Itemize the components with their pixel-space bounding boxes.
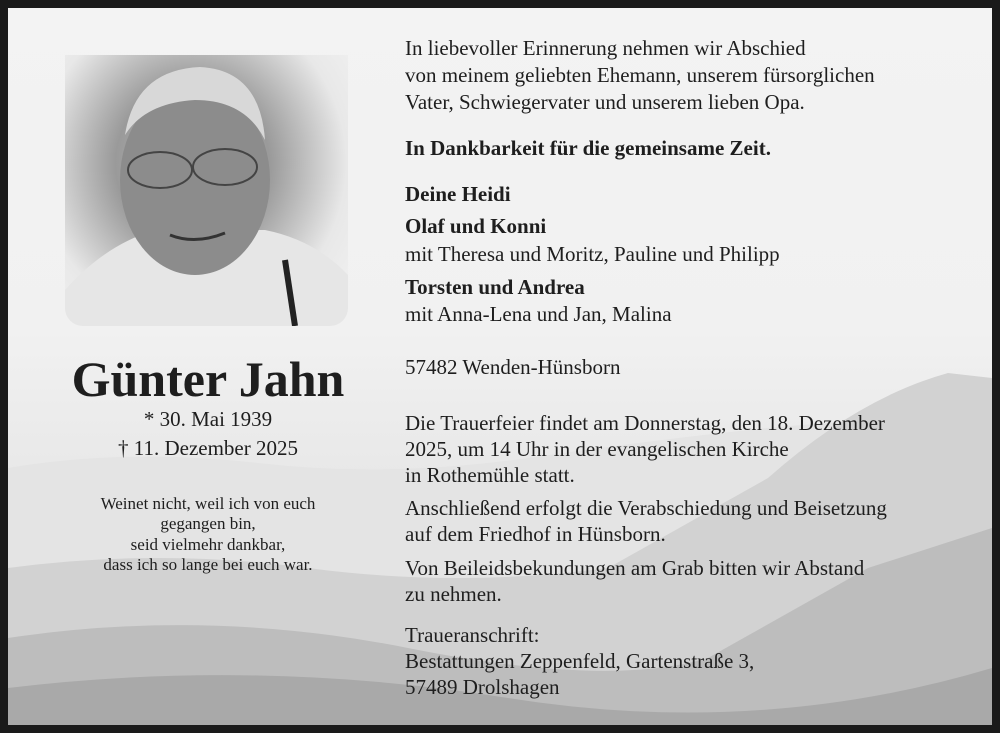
intro-line: Vater, Schwiegervater und unserem lieben Opa. <box>405 90 805 114</box>
obituary-card <box>8 8 992 725</box>
condolences-line: zu nehmen. <box>405 582 502 606</box>
burial-line: auf dem Friedhof in Hünsborn. <box>405 522 666 546</box>
poem-line: dass ich so lange bei euch war. <box>103 555 313 574</box>
poem-line: gegangen bin, <box>160 514 256 533</box>
address-label: Traueranschrift: <box>405 623 540 647</box>
ceremony-line: Die Trauerfeier findet am Donnerstag, den 18. Dezember <box>405 411 885 435</box>
ceremony-line: in Rothemühle statt. <box>405 463 575 487</box>
family-son2: Torsten und Andrea <box>405 275 585 299</box>
address-line: Bestattungen Zeppenfeld, Gartenstraße 3, <box>405 649 755 673</box>
family-wife: Deine Heidi <box>405 182 511 206</box>
poem-line: Weinet nicht, weil ich von euch <box>100 494 316 513</box>
place: 57482 Wenden-Hünsborn <box>405 355 621 379</box>
birth-date: * 30. Mai 1939 <box>143 407 273 431</box>
intro-line: von meinem geliebten Ehemann, unserem fürsorglichen <box>405 63 875 87</box>
intro-line: In liebevoller Erinnerung nehmen wir Abschied <box>405 36 806 60</box>
poem-line: seid vielmehr dankbar, <box>130 535 286 554</box>
address-line: 57489 Drolshagen <box>405 675 560 699</box>
burial-line: Anschließend erfolgt die Verabschiedung und Beisetzung <box>405 496 887 520</box>
death-date: † 11. Dezember 2025 <box>118 436 298 460</box>
family-son2-kids: mit Anna-Lena und Jan, Malina <box>405 302 672 326</box>
condolences-line: Von Beileidsbekundungen am Grab bitten wir Abstand <box>405 556 865 580</box>
family-son1-kids: mit Theresa und Moritz, Pauline und Philipp <box>405 242 780 266</box>
ceremony-line: 2025, um 14 Uhr in der evangelischen Kirche <box>405 437 789 461</box>
deceased-name: Günter Jahn <box>71 351 345 407</box>
portrait-photo <box>65 55 348 326</box>
family-son1: Olaf und Konni <box>405 214 547 238</box>
thanks-line: In Dankbarkeit für die gemeinsame Zeit. <box>405 136 771 160</box>
